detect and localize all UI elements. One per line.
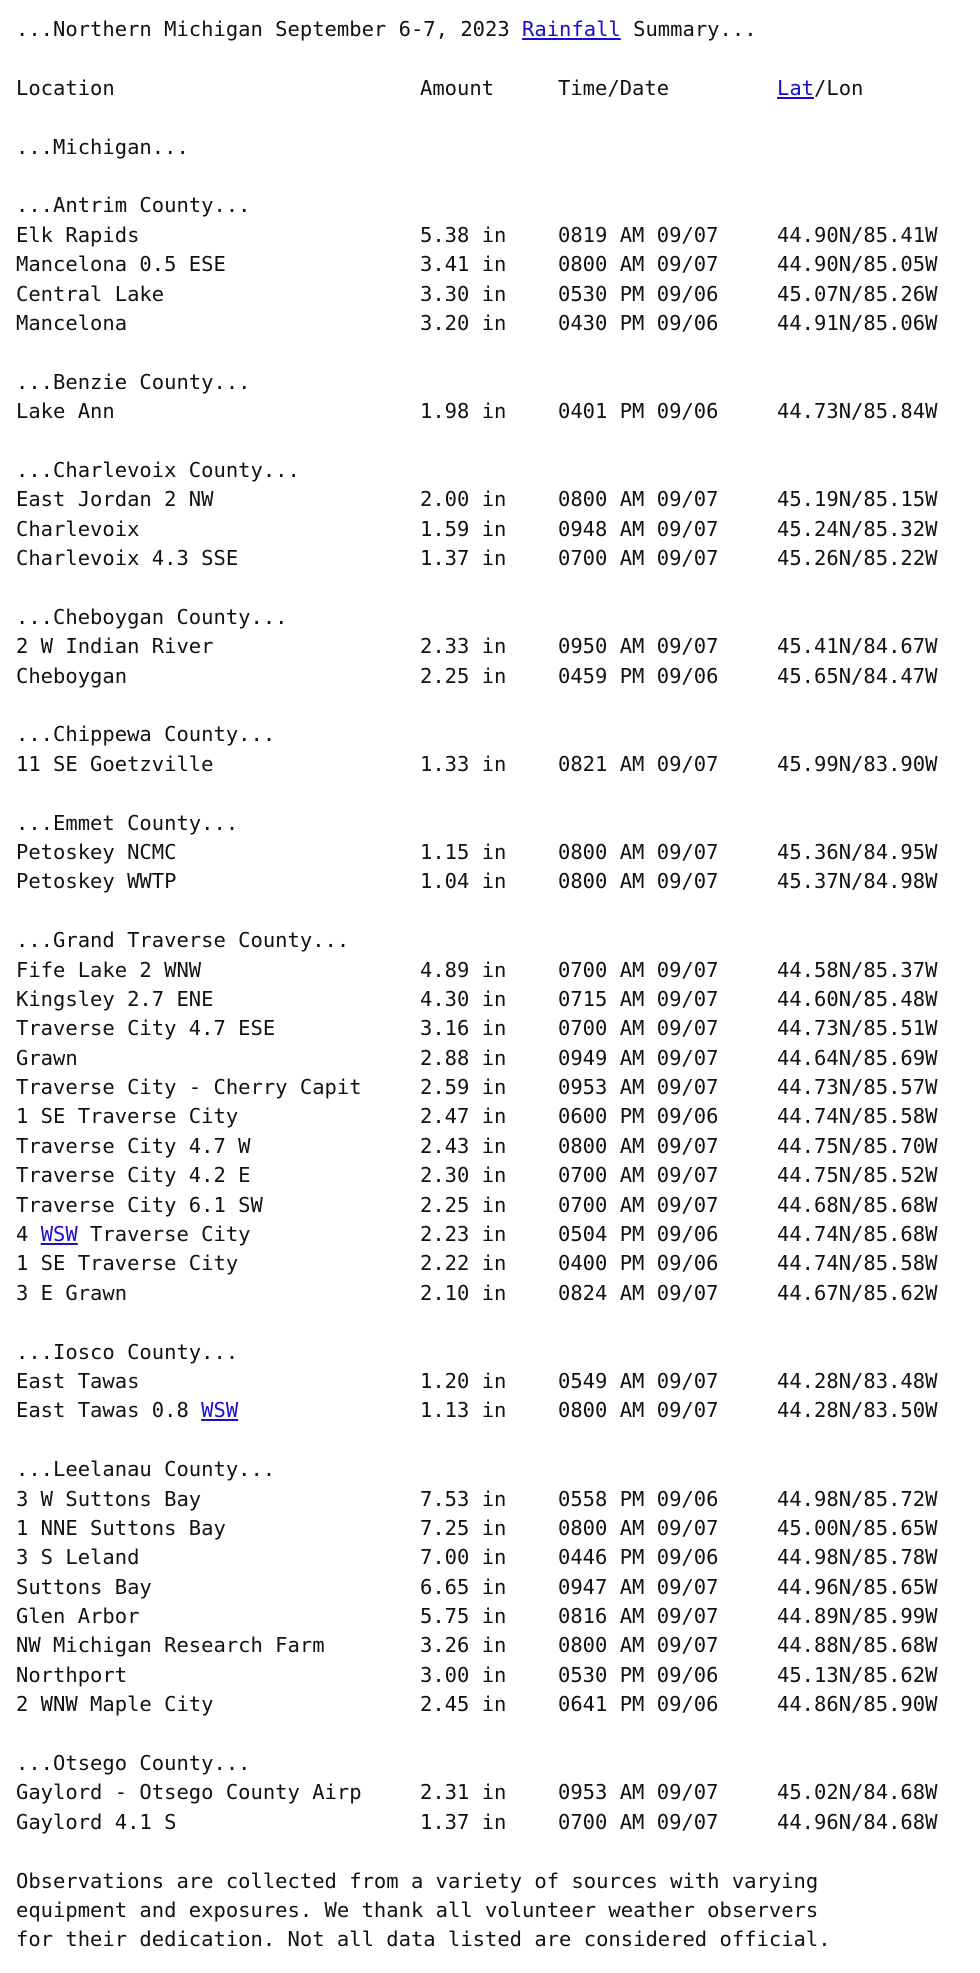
amount-cell: 2.31 in (420, 1780, 507, 1805)
time-date-cell: 0800 AM 09/07 (558, 252, 719, 277)
lat-lon-cell: 44.86N/85.90W (777, 1692, 938, 1717)
location-cell: 11 SE Goetzville (16, 751, 214, 776)
location-cell: Traverse City 4.7 ESE (16, 1016, 276, 1041)
amount-cell: 3.30 in (420, 281, 507, 306)
lat-lon-cell: 44.67N/85.62W (777, 1280, 938, 1305)
time-date-cell: 0401 PM 09/06 (558, 399, 719, 424)
amount-cell: 3.41 in (420, 252, 507, 277)
amount-cell: 5.75 in (420, 1604, 507, 1629)
location-text: Traverse City (77, 1222, 251, 1247)
amount-cell: 6.65 in (420, 1574, 507, 1599)
time-date-cell: 0800 AM 09/07 (558, 1133, 719, 1158)
amount-cell: 2.47 in (420, 1104, 507, 1129)
header-lat-lon (777, 74, 863, 103)
amount-cell: 2.00 in (420, 487, 507, 512)
table-row (16, 1690, 980, 1719)
table-row (16, 662, 980, 691)
lat-lon-cell: 45.41N/84.67W (777, 634, 938, 659)
time-date-cell: 0700 AM 09/07 (558, 1192, 719, 1217)
county-header: ...Chippewa County... (16, 722, 276, 747)
amount-cell: 2.22 in (420, 1251, 507, 1276)
location-cell: 2 W Indian River (16, 634, 214, 659)
amount-cell: 2.10 in (420, 1280, 507, 1305)
header-location: Location (16, 75, 115, 100)
time-date-cell: 0800 AM 09/07 (558, 1398, 719, 1423)
table-row (16, 1778, 980, 1807)
time-date-cell: 0953 AM 09/07 (558, 1780, 719, 1805)
table-row (16, 1631, 980, 1660)
location-cell: Charlevoix 4.3 SSE (16, 546, 239, 571)
location-cell: 1 NNE Suttons Bay (16, 1515, 226, 1540)
location-cell: Mancelona (16, 310, 128, 335)
county-header: ...Emmet County... (16, 810, 239, 835)
time-date-cell: 0446 PM 09/06 (558, 1545, 719, 1570)
table-row (16, 1014, 980, 1043)
lat-lon-cell: 44.75N/85.70W (777, 1133, 938, 1158)
lat-lon-cell: 45.37N/84.98W (777, 869, 938, 894)
table-row (16, 397, 980, 426)
lat-lon-cell: 44.91N/85.06W (777, 310, 938, 335)
time-date-cell: 0800 AM 09/07 (558, 1633, 719, 1658)
footer-line: equipment and exposures. We thank all volunteer weather observers (16, 1898, 819, 1922)
location-cell: Northport (16, 1662, 128, 1687)
amount-cell: 3.16 in (420, 1016, 507, 1041)
amount-cell: 3.26 in (420, 1633, 507, 1658)
time-date-cell: 0824 AM 09/07 (558, 1280, 719, 1305)
lat-lon-cell: 44.28N/83.48W (777, 1368, 938, 1393)
lat-lon-cell: 45.36N/84.95W (777, 839, 938, 864)
amount-cell: 2.88 in (420, 1045, 507, 1070)
lat-lon-cell: 44.60N/85.48W (777, 986, 938, 1011)
header-time-date: Time/Date (558, 75, 670, 100)
amount-cell: 1.98 in (420, 399, 507, 424)
location-cell: Traverse City 4.2 E (16, 1163, 251, 1188)
column-header-row (16, 74, 980, 103)
header-lon: /Lon (814, 75, 864, 100)
location-cell: 3 E Grawn (16, 1280, 128, 1305)
title-prefix: ...Northern Michigan September 6-7, 2023 (16, 17, 523, 41)
lat-lon-cell: 44.73N/85.84W (777, 399, 938, 424)
time-date-cell: 0530 PM 09/06 (558, 281, 719, 306)
amount-cell: 7.25 in (420, 1515, 507, 1540)
location-cell: Petoskey NCMC (16, 839, 177, 864)
amount-cell: 5.38 in (420, 222, 507, 247)
table-row (16, 1279, 980, 1308)
location-cell (16, 1396, 238, 1425)
lat-lon-cell: 44.96N/85.65W (777, 1574, 938, 1599)
lat-lon-cell: 44.90N/85.41W (777, 222, 938, 247)
time-date-cell: 0800 AM 09/07 (558, 1515, 719, 1540)
lat-lon-cell: 44.88N/85.68W (777, 1633, 938, 1658)
time-date-cell: 0816 AM 09/07 (558, 1604, 719, 1629)
county-header: ...Antrim County... (16, 193, 251, 218)
table-row (16, 1367, 980, 1396)
location-cell: East Tawas (16, 1368, 140, 1393)
time-date-cell: 0953 AM 09/07 (558, 1075, 719, 1100)
page-title (16, 15, 980, 44)
lat-lon-cell: 45.99N/83.90W (777, 751, 938, 776)
county-header: ...Leelanau County... (16, 1457, 276, 1482)
amount-cell: 1.04 in (420, 869, 507, 894)
amount-cell: 1.13 in (420, 1398, 507, 1423)
location-cell: Kingsley 2.7 ENE (16, 986, 214, 1011)
table-row (16, 1073, 980, 1102)
amount-cell: 2.25 in (420, 1192, 507, 1217)
amount-cell: 7.00 in (420, 1545, 507, 1570)
footer-line: for their dedication. Not all data listed are considered official. (16, 1927, 831, 1952)
table-row (16, 1485, 980, 1514)
amount-cell: 2.30 in (420, 1163, 507, 1188)
table-row (16, 280, 980, 309)
time-date-cell: 0947 AM 09/07 (558, 1574, 719, 1599)
location-cell: Traverse City 4.7 W (16, 1133, 251, 1158)
location-cell: Mancelona 0.5 ESE (16, 252, 226, 277)
table-row (16, 1044, 980, 1073)
amount-cell: 4.89 in (420, 957, 507, 982)
lat-lon-cell: 44.96N/84.68W (777, 1809, 938, 1834)
table-row (16, 1249, 980, 1278)
lat-lon-cell: 44.74N/85.58W (777, 1251, 938, 1276)
amount-cell: 1.33 in (420, 751, 507, 776)
time-date-cell: 0700 AM 09/07 (558, 1016, 719, 1041)
table-row (16, 632, 980, 661)
lat-lon-cell: 45.13N/85.62W (777, 1662, 938, 1687)
table-row (16, 485, 980, 514)
location-cell: 1 SE Traverse City (16, 1251, 239, 1276)
time-date-cell: 0700 AM 09/07 (558, 1809, 719, 1834)
lat-lon-cell: 44.73N/85.57W (777, 1075, 938, 1100)
time-date-cell: 0549 AM 09/07 (558, 1368, 719, 1393)
location-cell: 3 W Suttons Bay (16, 1486, 202, 1511)
time-date-cell: 0530 PM 09/06 (558, 1662, 719, 1687)
amount-cell: 2.33 in (420, 634, 507, 659)
table-row (16, 1161, 980, 1190)
location-text: East Tawas 0.8 (16, 1398, 202, 1423)
time-date-cell: 0504 PM 09/06 (558, 1222, 719, 1247)
table-row (16, 1220, 980, 1249)
table-row (16, 838, 980, 867)
county-header: ...Cheboygan County... (16, 604, 288, 629)
table-row (16, 985, 980, 1014)
lat-lon-cell: 44.58N/85.37W (777, 957, 938, 982)
location-cell (16, 1220, 251, 1249)
location-cell: Grawn (16, 1045, 78, 1070)
time-date-cell: 0949 AM 09/07 (558, 1045, 719, 1070)
lat-link[interactable]: Lat (777, 75, 815, 100)
county-header: ...Otsego County... (16, 1751, 251, 1776)
time-date-cell: 0948 AM 09/07 (558, 516, 719, 541)
table-row (16, 544, 980, 573)
lat-lon-cell: 45.24N/85.32W (777, 516, 938, 541)
time-date-cell: 0459 PM 09/06 (558, 663, 719, 688)
lat-lon-cell: 44.64N/85.69W (777, 1045, 938, 1070)
table-row (16, 956, 980, 985)
amount-cell: 7.53 in (420, 1486, 507, 1511)
rainfall-link[interactable]: Rainfall (522, 17, 621, 41)
location-cell: Glen Arbor (16, 1604, 140, 1629)
location-text: 4 (16, 1222, 41, 1247)
location-cell: Petoskey WWTP (16, 869, 177, 894)
lat-lon-cell: 44.75N/85.52W (777, 1163, 938, 1188)
lat-lon-cell: 44.74N/85.58W (777, 1104, 938, 1129)
amount-cell: 2.25 in (420, 663, 507, 688)
county-header: ...Benzie County... (16, 369, 251, 394)
table-row (16, 1514, 980, 1543)
amount-cell: 2.59 in (420, 1075, 507, 1100)
footer-note (16, 1867, 980, 1955)
location-cell: Gaylord - Otsego County Airp (16, 1780, 362, 1805)
time-date-cell: 0800 AM 09/07 (558, 839, 719, 864)
lat-lon-cell: 44.73N/85.51W (777, 1016, 938, 1041)
time-date-cell: 0400 PM 09/06 (558, 1251, 719, 1276)
lat-lon-cell: 45.26N/85.22W (777, 546, 938, 571)
table-row (16, 309, 980, 338)
lat-lon-cell: 45.65N/84.47W (777, 663, 938, 688)
amount-cell: 1.20 in (420, 1368, 507, 1393)
table-row (16, 1661, 980, 1690)
amount-cell: 4.30 in (420, 986, 507, 1011)
location-cell: Cheboygan (16, 663, 128, 688)
location-cell: Traverse City - Cherry Capit (16, 1075, 362, 1100)
table-row (16, 1543, 980, 1572)
location-cell: Traverse City 6.1 SW (16, 1192, 263, 1217)
location-cell: Central Lake (16, 281, 165, 306)
table-row (16, 1191, 980, 1220)
table-row (16, 1132, 980, 1161)
time-date-cell: 0819 AM 09/07 (558, 222, 719, 247)
location-cell: NW Michigan Research Farm (16, 1633, 325, 1658)
direction-link[interactable]: WSW (40, 1222, 78, 1247)
time-date-cell: 0700 AM 09/07 (558, 546, 719, 571)
amount-cell: 1.15 in (420, 839, 507, 864)
time-date-cell: 0950 AM 09/07 (558, 634, 719, 659)
table-row (16, 1602, 980, 1631)
lat-lon-cell: 44.74N/85.68W (777, 1222, 938, 1247)
amount-cell: 1.59 in (420, 516, 507, 541)
title-suffix: Summary... (620, 17, 757, 41)
table-row (16, 221, 980, 250)
amount-cell: 1.37 in (420, 1809, 507, 1834)
lat-lon-cell: 44.98N/85.78W (777, 1545, 938, 1570)
time-date-cell: 0641 PM 09/06 (558, 1692, 719, 1717)
table-row (16, 867, 980, 896)
header-amount: Amount (420, 75, 495, 100)
time-date-cell: 0700 AM 09/07 (558, 1163, 719, 1188)
time-date-cell: 0800 AM 09/07 (558, 869, 719, 894)
county-list (16, 162, 980, 1837)
table-row (16, 250, 980, 279)
direction-link[interactable]: WSW (201, 1398, 239, 1423)
table-row (16, 515, 980, 544)
table-row (16, 750, 980, 779)
location-cell: Lake Ann (16, 399, 115, 424)
time-date-cell: 0430 PM 09/06 (558, 310, 719, 335)
lat-lon-cell: 45.02N/84.68W (777, 1780, 938, 1805)
location-cell: 3 S Leland (16, 1545, 140, 1570)
table-row (16, 1573, 980, 1602)
amount-cell: 3.00 in (420, 1662, 507, 1687)
lat-lon-cell: 44.98N/85.72W (777, 1486, 938, 1511)
location-cell: 2 WNW Maple City (16, 1692, 214, 1717)
amount-cell: 2.23 in (420, 1222, 507, 1247)
county-header: ...Grand Traverse County... (16, 928, 350, 953)
lat-lon-cell: 45.07N/85.26W (777, 281, 938, 306)
lat-lon-cell: 44.68N/85.68W (777, 1192, 938, 1217)
amount-cell: 2.43 in (420, 1133, 507, 1158)
footer-line: Observations are collected from a variety of sources with varying (16, 1868, 819, 1893)
table-row (16, 1396, 980, 1425)
table-row (16, 1808, 980, 1837)
lat-lon-cell: 44.89N/85.99W (777, 1604, 938, 1629)
lat-lon-cell: 44.90N/85.05W (777, 252, 938, 277)
location-cell: East Jordan 2 NW (16, 487, 214, 512)
location-cell: Charlevoix (16, 516, 140, 541)
location-cell: Suttons Bay (16, 1574, 152, 1599)
time-date-cell: 0700 AM 09/07 (558, 957, 719, 982)
time-date-cell: 0821 AM 09/07 (558, 751, 719, 776)
table-row (16, 1102, 980, 1131)
amount-cell: 1.37 in (420, 546, 507, 571)
time-date-cell: 0558 PM 09/06 (558, 1486, 719, 1511)
county-header: ...Iosco County... (16, 1339, 239, 1364)
location-cell: Fife Lake 2 WNW (16, 957, 202, 982)
amount-cell: 3.20 in (420, 310, 507, 335)
time-date-cell: 0715 AM 09/07 (558, 986, 719, 1011)
time-date-cell: 0800 AM 09/07 (558, 487, 719, 512)
amount-cell: 2.45 in (420, 1692, 507, 1717)
time-date-cell: 0600 PM 09/06 (558, 1104, 719, 1129)
location-cell: 1 SE Traverse City (16, 1104, 239, 1129)
county-header: ...Charlevoix County... (16, 457, 300, 482)
location-cell: Elk Rapids (16, 222, 140, 247)
lat-lon-cell: 45.00N/85.65W (777, 1515, 938, 1540)
location-cell: Gaylord 4.1 S (16, 1809, 177, 1834)
lat-lon-cell: 44.28N/83.50W (777, 1398, 938, 1423)
state-header: ...Michigan... (16, 134, 189, 159)
lat-lon-cell: 45.19N/85.15W (777, 487, 938, 512)
